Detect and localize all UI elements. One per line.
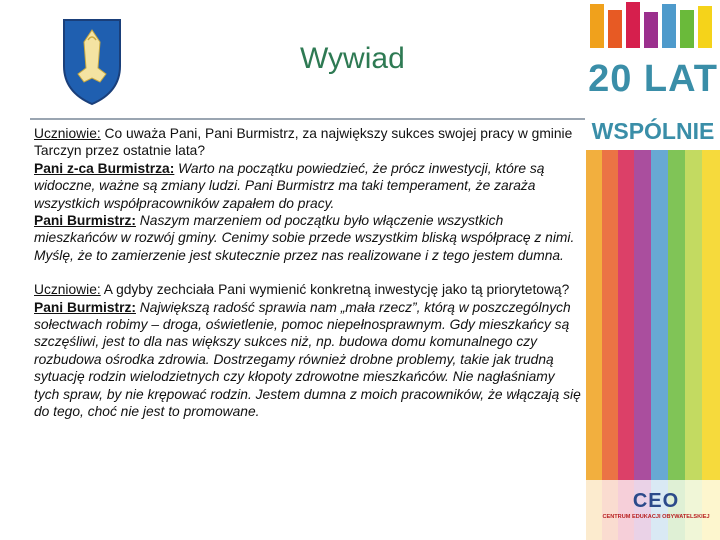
paragraph-text: Największą radość sprawia nam „mała rzecz”, którą w poszczególnych sołectwach robimy – droga, oświetlenie, pomoc niepełnosprawnym. Gdy mieszkańcy są szczęśliwi, jest to dla nas większy sukces niż, np. budowa domu komunalnego czy rozbudowa ośrodka zdrowia. Dostrzegamy również drobne problemy, takie jak trudną sytuację rodzin wielodzietnych czy kłopoty zdrowotne mieszkańców. Nie nagłaśniamy tych spraw, by nie krępować rodzin. Jestem dumna z moich pracowników, że włączają się do tego, choć nie jest to promowane. xyxy=(34,299,581,420)
ceo-name: CENTRUM EDUKACJI OBYWATELSKIEJ xyxy=(602,514,710,520)
paragraph-text: Naszym marzeniem od początku było włączenie wszystkich mieszkańców w rozwój gminy. Cenimy sobie przede wszystkim bliską współpracę z nimi. Myślę, że to zamierzenie jest skutecznie przez nas realizowane i z tego jestem dumna. xyxy=(34,213,575,263)
speaker-label: Pani z-ca Burmistrza: xyxy=(34,160,175,176)
anniversary-word: WSPÓLNIE xyxy=(591,118,715,144)
paragraph-text: Co uważa Pani, Pani Burmistrz, za największy sukces swojej pracy w gminie Tarczyn przez ostatnie lata? xyxy=(34,126,573,159)
paragraph-text: Warto na początku powiedzieć, że prócz inwestycji, które są widoczne, ważne są zmiany ludzi. Pani Burmistrz ma taki temperament, że zaraża wszystkich współpracowników zapałem do pracy. xyxy=(34,160,545,211)
interview-text xyxy=(34,125,582,421)
coat-of-arms-icon xyxy=(60,16,124,106)
ceo-logo xyxy=(596,490,716,530)
ceo-mark: CEO xyxy=(632,490,680,512)
paragraph-text: A gdyby zechciała Pani wymienić konkretną inwestycję jako tą priorytetową? xyxy=(100,282,570,298)
speaker-label: Pani Burmistrz: xyxy=(34,213,136,229)
people-figures-icon xyxy=(590,2,712,48)
anniversary-number: 20 LAT xyxy=(588,58,718,100)
title-divider xyxy=(30,118,585,120)
speaker-label: Pani Burmistrz: xyxy=(34,299,136,315)
anniversary-logo xyxy=(586,0,720,160)
speaker-label: Uczniowie: xyxy=(34,282,101,298)
page-title: Wywiad xyxy=(300,42,405,75)
interview-paragraph xyxy=(34,125,582,264)
speaker-label: Uczniowie: xyxy=(34,126,101,141)
interview-paragraph xyxy=(34,281,582,420)
